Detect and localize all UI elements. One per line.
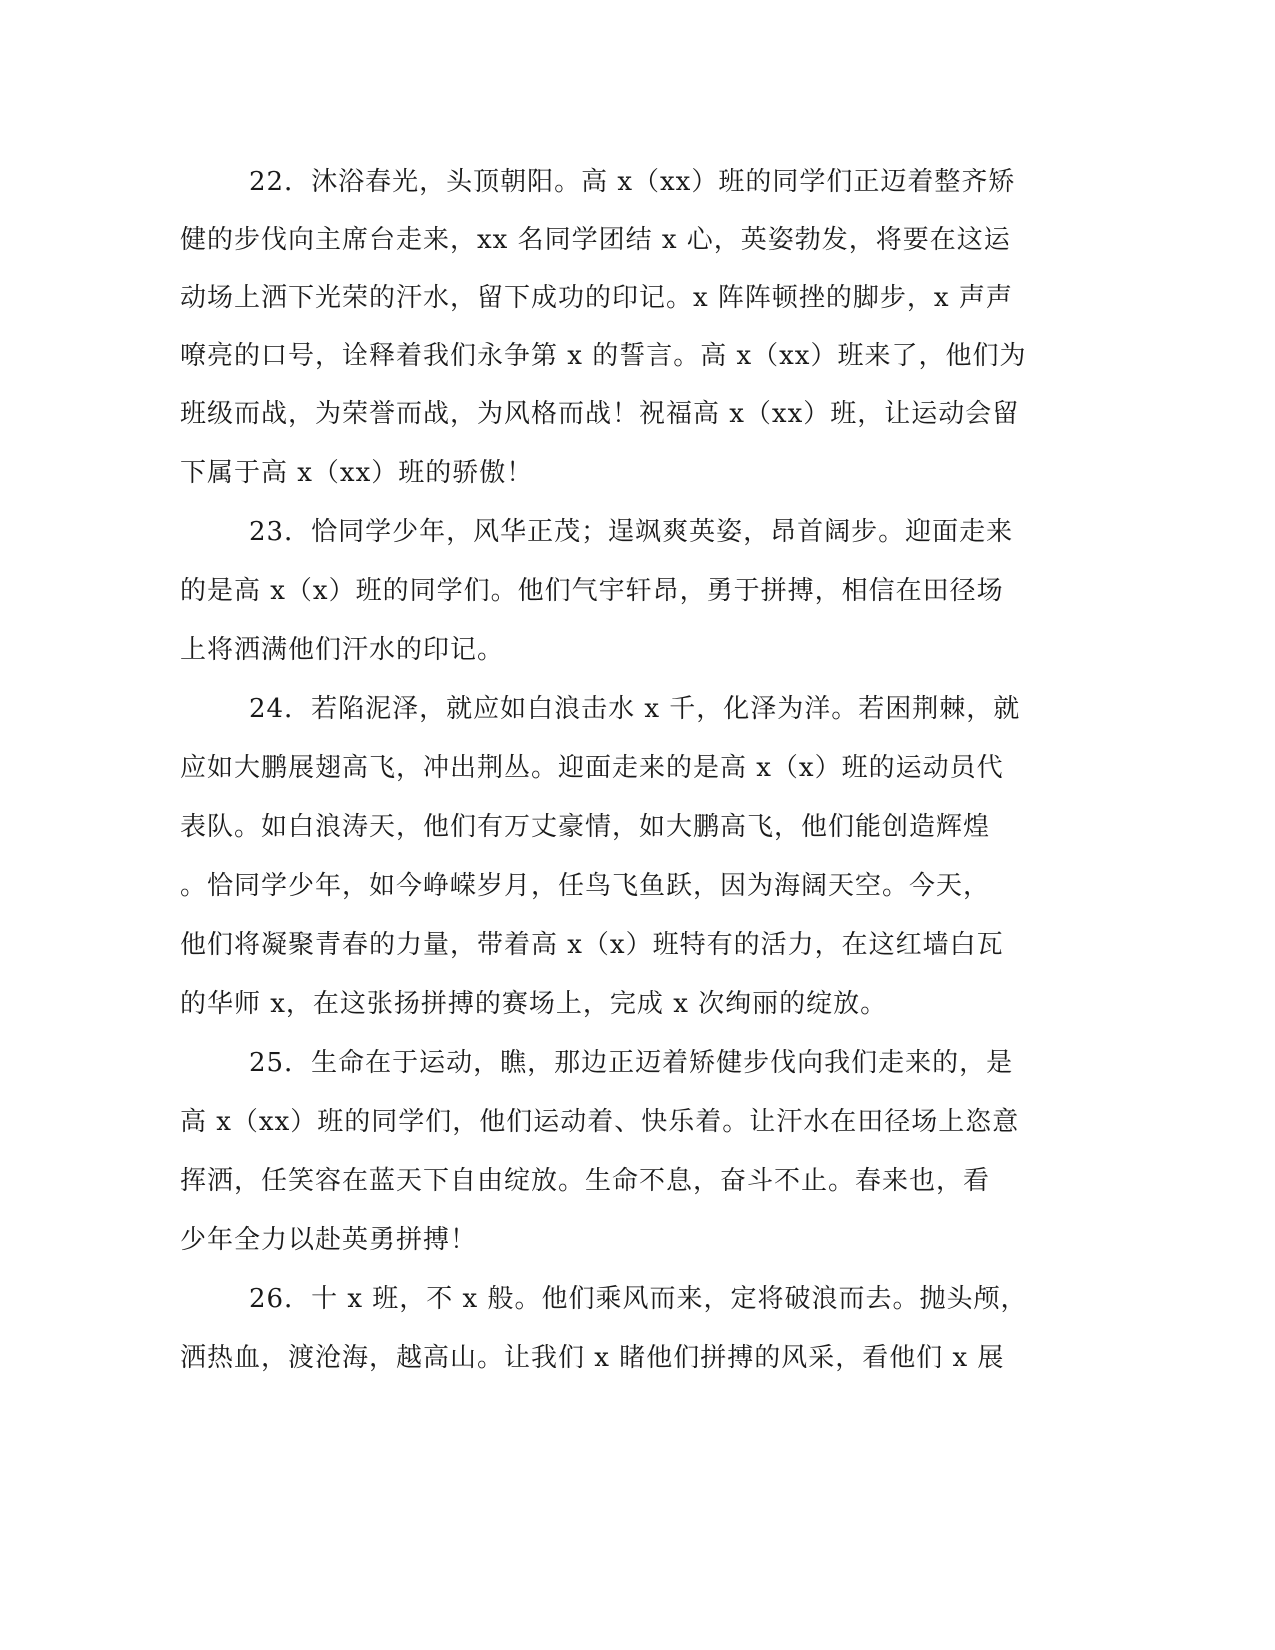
text-line: 应如大鹏展翅高飞，冲出荆丛。迎面走来的是高 x（x）班的运动员代 <box>180 753 1004 783</box>
text-line: 表队。如白浪涛天，他们有万丈豪情，如大鹏高飞，他们能创造辉煌 <box>180 812 991 842</box>
text-line: 25．生命在于运动，瞧，那边正迈着矫健步伐向我们走来的，是 <box>249 1048 1014 1078</box>
text-line: 22．沐浴春光，头顶朝阳。高 x（xx）班的同学们正迈着整齐矫 <box>249 167 1016 197</box>
text-line: 挥洒，任笑容在蓝天下自由绽放。生命不息，奋斗不止。春来也，看 <box>180 1166 991 1196</box>
text-line: 嘹亮的口号，诠释着我们永争第 x 的誓言。高 x（xx）班来了，他们为 <box>180 341 1027 371</box>
text-line: 的华师 x，在这张扬拼搏的赛场上，完成 x 次绚丽的绽放。 <box>180 989 888 1019</box>
text-line: 下属于高 x（xx）班的骄傲！ <box>180 458 534 488</box>
text-line: 的是高 x（x）班的同学们。他们气宇轩昂，勇于拼搏，相信在田径场 <box>180 576 1004 606</box>
text-line: 他们将凝聚青春的力量，带着高 x（x）班特有的活力，在这红墙白瓦 <box>180 930 1004 960</box>
text-line: 少年全力以赴英勇拼搏！ <box>180 1225 478 1255</box>
text-line: 健的步伐向主席台走来，xx 名同学团结 x 心，英姿勃发，将要在这运 <box>180 225 1011 255</box>
text-line: 26．十 x 班，不 x 般。他们乘风而来，定将破浪而去。抛头颅， <box>249 1284 1028 1314</box>
text-line: 。恰同学少年，如今峥嵘岁月，任鸟飞鱼跃，因为海阔天空。今天， <box>180 871 991 901</box>
text-line: 动场上洒下光荣的汗水，留下成功的印记。x 阵阵顿挫的脚步，x 声声 <box>180 283 1013 313</box>
text-line: 高 x（xx）班的同学们，他们运动着、快乐着。让汗水在田径场上恣意 <box>180 1107 1020 1137</box>
text-line: 班级而战，为荣誉而战，为风格而战！祝福高 x（xx）班，让运动会留 <box>180 399 1020 429</box>
text-line: 23．恰同学少年，风华正茂；逞飒爽英姿，昂首阔步。迎面走来 <box>249 517 1014 547</box>
text-line: 24．若陷泥泽，就应如白浪击水 x 千，化泽为洋。若困荆棘，就 <box>249 694 1021 724</box>
text-line: 洒热血，渡沧海，越高山。让我们 x 睹他们拼搏的风采，看他们 x 展 <box>180 1343 1005 1373</box>
text-line: 上将洒满他们汗水的印记。 <box>180 635 505 665</box>
